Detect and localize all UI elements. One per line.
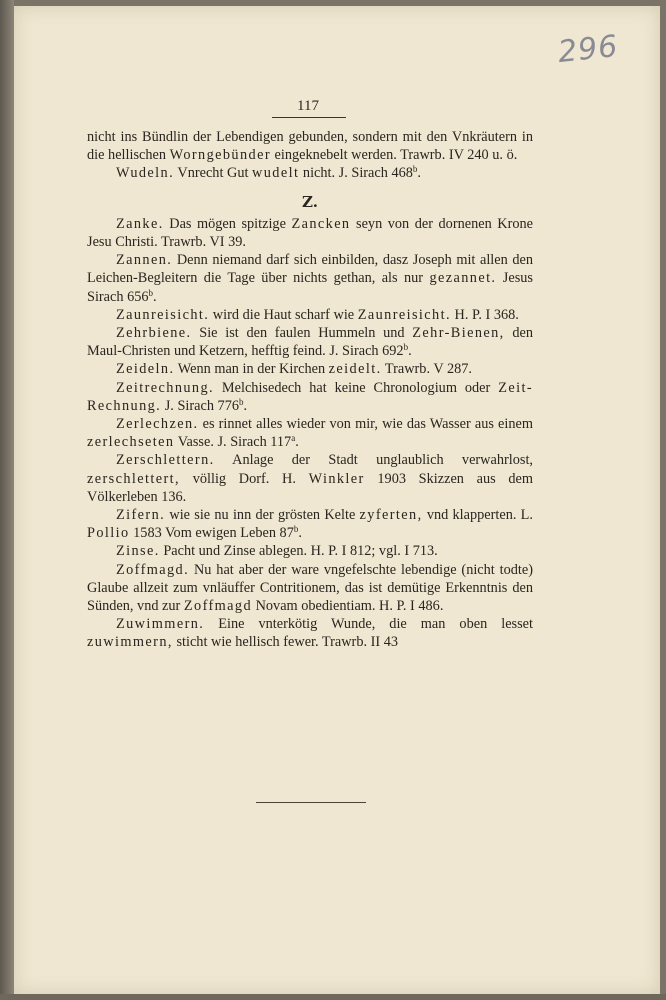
continuation-paragraph: nicht ins Bündlin der Lebendigen gebunden, sondern mit den Vnkräutern in die hellischen Worngebünder eingeknebelt werden. Trawrb. IV 240 u. ö. bbox=[87, 129, 533, 164]
headword: Zoffmagd. bbox=[116, 561, 190, 578]
headword: Zerlechzen. bbox=[116, 416, 199, 433]
headword: Zerschlettern. bbox=[116, 452, 215, 469]
end-rule bbox=[256, 802, 366, 803]
handwritten-folio-number: 296 bbox=[556, 28, 620, 71]
headword: Zeideln. bbox=[116, 361, 175, 378]
entry-zaunreisicht: Zaunreisicht. wird die Haut scharf wie Zaunreisicht. H. P. I 368. bbox=[116, 306, 519, 323]
entry-zinse: Zinse. Pacht und Zinse ablegen. H. P. I 812; vgl. I 713. bbox=[116, 543, 438, 560]
headword: Zaunreisicht. bbox=[116, 306, 210, 323]
headword: Zanke. bbox=[116, 215, 164, 232]
headword: Wudeln. bbox=[116, 165, 175, 182]
entry-zerschlettern: Zerschlettern. Anlage der Stadt unglaublich verwahrlost, zerschlettert, völlig Dorf. H. Winkler 1903 Skizzen aus dem Völkerleben 136. bbox=[87, 452, 533, 505]
entry-zannen: Zannen. Denn niemand darf sich einbilden, dasz Joseph mit allen den Leichen-Begleitern die Tage über nichts gethan, als nur gezannet. Jesus Sirach 656$^b$. bbox=[87, 252, 533, 305]
page-number: 117 bbox=[297, 98, 319, 114]
entry-zanke: Zanke. Das mögen spitzige Zancken seyn von der dornenen Krone Jesu Christi. Trawrb. VI 39. bbox=[87, 215, 533, 251]
headword: Zifern. bbox=[116, 507, 166, 524]
entry-zerlechzen: Zerlechzen. es rinnet alles wieder von mir, wie das Wasser aus einem zerlechseten Vasse. J. Sirach 117$^a$. bbox=[87, 416, 533, 451]
headword: Zannen. bbox=[116, 252, 173, 269]
entry-wudeln: Wudeln. Vnrecht Gut wudelt nicht. J. Sirach 468$^b$. bbox=[116, 164, 421, 182]
entry-zuwimmern: Zuwimmern. Eine vnterkötig Wunde, die man oben lesset zuwimmern, sticht wie hellisch fewer. Trawrb. II 43 bbox=[87, 616, 533, 651]
entry-zoffmagd: Zoffmagd. Nu hat aber der ware vngefelschte lebendige (nicht todte) Glaube allzeit zum vnläuffer Contritionem, das ist demütige Erkenntnis den Sünden, vnd zur Zoffmagd Novam obedientiam. H. P. I 486. bbox=[87, 561, 533, 615]
page-number-rule bbox=[272, 117, 346, 118]
headword: Zehrbiene. bbox=[116, 325, 192, 342]
entry-zifern: Zifern. wie sie nu inn der grösten Kelte zyferten, vnd klapperten. L. Pollio 1583 Vom ewigen Leben 87$^b$. bbox=[87, 507, 533, 542]
headword: Zinse. bbox=[116, 543, 160, 560]
scan-bottom-edge bbox=[0, 994, 666, 1000]
scan-left-edge bbox=[0, 0, 14, 1000]
entry-zehrbiene: Zehrbiene. Sie ist den faulen Hummeln und Zehr-Bienen, den Maul-Christen und Ketzern, hefftig feind. J. Sirach 692$^b$. bbox=[87, 325, 533, 360]
headword: Zeitrechnung. bbox=[116, 379, 214, 396]
entry-zeideln: Zeideln. Wenn man in der Kirchen zeidelt. Trawrb. V 287. bbox=[116, 361, 472, 378]
section-heading-z: Z. bbox=[302, 192, 318, 211]
entry-zeitrechnung: Zeitrechnung. Melchisedech hat keine Chronologium oder Zeit-Rechnung. J. Sirach 776$^b$. bbox=[87, 379, 533, 414]
dictionary-text bbox=[87, 128, 533, 652]
headword: Zuwimmern. bbox=[116, 616, 205, 633]
